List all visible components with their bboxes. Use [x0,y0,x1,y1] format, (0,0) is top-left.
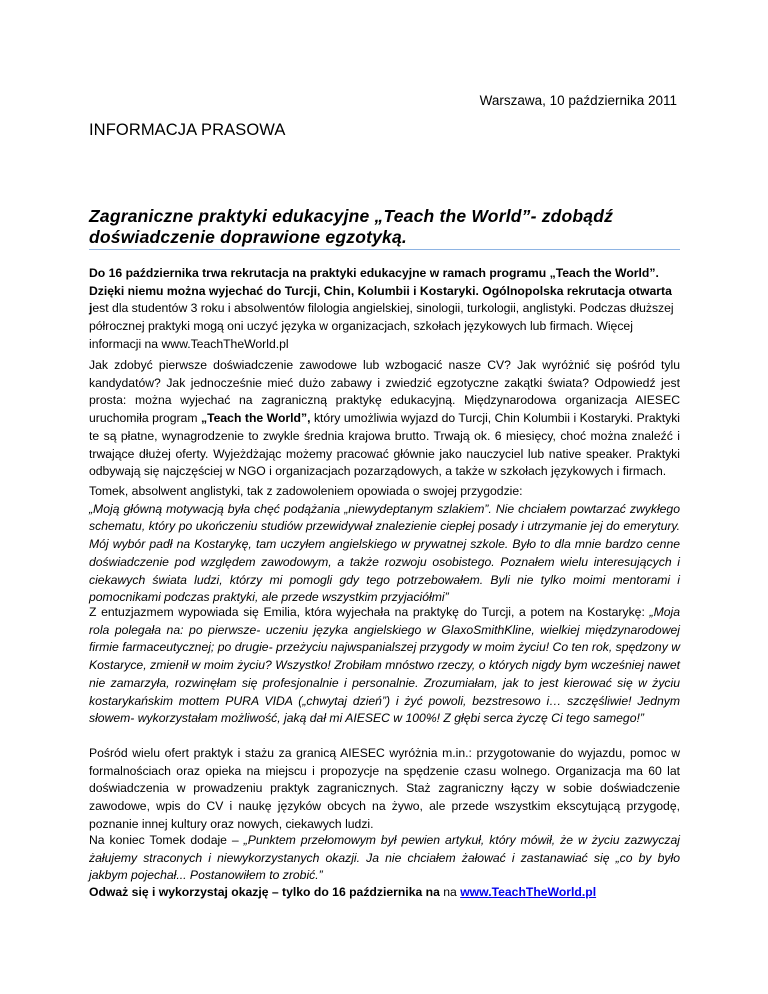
tomek-closing-quote: „Punktem przełomowym był pewien artykuł, który mówił, że w życiu zazwyczaj żałujemy straconych i niewykorzystanych okazji. Ja nie chciałem żałować i zastanawiać się „co by było jakbym pojechał... Postanowiłem to zrobić.” [89,833,680,883]
headline-line-1: Zagraniczne praktyki edukacyjne „Teach the World”- zdobądź [89,206,614,226]
tomek-closing-intro: Na koniec Tomek dodaje – [89,833,244,847]
body-paragraph-6 [89,832,680,885]
emilia-intro: Z entuzjazmem wypowiada się Emilia, która wyjechała na praktykę do Turcji, a potem na Kostarykę: [89,605,650,619]
body-paragraph-4 [89,604,680,728]
teachtheworld-link[interactable]: www.TeachTheWorld.pl [460,885,597,899]
program-name: „Teach the World”, [200,411,311,426]
tomek-quote: „Moją główną motywacją była chęć podążania „niewydeptanym szlakiem”. Nie chciałem powtarzać zwykłego schematu, który po ukończeniu studiów przewidywał znalezienie ciepłej posady i utrzymanie jej do emerytury. Mój wybór padł na Kostarykę, tam uczyłem angielskiego w prywatnej szkole. Było to dla mnie bardzo cenne doświadczenie pod względem zawodowym, a także rozwoju osobistego. Poznałem wielu interesujących i ciekawych świata ludzi, którzy mi pomogli gdy tego potrzebowałem. Byli nie tylko moimi mentorami i pomocnikami podczas praktyki, ale przede wszystkim przyjaciółmi” [89,501,680,605]
emilia-quote: „Moja rola polegała na: po pierwsze- uczeniu języka angielskiego w GlaxoSmithKline, wielkiej międzynarodowej firmie farmaceutycznej; po drugie- przeżyciu najwspanialszej przygody w moim życiu! Co ten rok, spędzony w Kostaryce, zmienił w moim życiu? Wszystko! Zrobiłam mnóstwo rzeczy, o których nigdy bym wcześniej nawet nie zamarzyła, rozwinęłam się profesjonalnie i personalnie. Zrozumiałam, jak to jest kierować się w życiu kostarykańskim mottem PURA VIDA („chwytaj dzień”) i żyć powoli, bezstresowo i… szczęśliwie! Jednym słowem- wykorzystałam możliwość, jaką dał mi AIESEC w 100%! Z głębi serca życzę Ci tego samego!” [89,605,680,726]
headline-line-2: doświadczenie doprawione egzotyką. [89,227,407,247]
lead-bold-text: Do 16 października trwa rekrutacja na praktyki edukacyjne w ramach programu „Teach the World”. Dzięki niemu można wyjechać do Turcji, Chin, Kolumbii i Kostaryki. Ogólnopolska rekrutacja otwarta j [89,266,672,316]
lead-paragraph [89,265,680,354]
closing-line [89,884,680,902]
headline-divider [89,249,680,250]
press-date: Warszawa, 10 października 2011 [479,93,677,108]
headline [89,206,680,248]
tomek-intro: Tomek, absolwent anglistyki, tak z zadowoleniem opowiada o swojej przygodzie: [89,484,523,498]
closing-na: na [443,885,461,899]
para2-text-c: który umożliwia wyjazd do Turcji, Chin Kolumbii i Kostaryki. Praktyki te są płatne, wynagrodzenie to zwykle średnia krajowa brutto. Trwają ok. 6 miesięcy, choć można znaleźć i trwające dłużej oferty. Wyjeżdżając możemy pracować głównie jako nauczyciel lub native speaker. Praktyki odbywają się najczęściej w NGO i organizacjach pozarządowych, a także w szkołach językowych i firmach. [89,411,680,479]
press-release-label: INFORMACJA PRASOWA [89,121,286,139]
body-paragraph-3 [89,483,680,607]
body-paragraph-5: Pośród wielu ofert praktyk i stażu za granicą AIESEC wyróżnia m.in.: przygotowanie do wyjazdu, pomoc w formalnościach oraz opieka na miejscu i propozycje na spędzenie czasu wolnego. Organizacja ma 60 lat doświadczenia w prowadzeniu praktyk zagranicznych. Staż zagraniczny łączy w sobie doświadczenie zawodowe, wpis do CV i naukę języków obcych na żywo, ale przede wszystkim ekscytującą przygodę, poznanie innej kultury oraz nowych, ciekawych ludzi. [89,746,680,831]
closing-text: Odważ się i wykorzystaj okazję – tylko do 16 października na [89,885,444,899]
lead-regular-text: est dla studentów 3 roku i absolwentów filologia angielskiej, sinologii, turkologii, anglistyki. Podczas dłuższej półrocznej praktyki mogą oni uczyć języka w organizacjach, szkołach językowych lub firmach. Więcej informacji na www.TeachTheWorld.pl [89,301,674,351]
para2-text-a: Jak zdobyć pierwsze doświadczenie zawodowe lub wzbogacić nasze CV? Jak wyróżnić się pośród tylu kandydatów? Jak jednocześnie mieć dużo zabawy i zwiedzić egzotyczne zakątki świata? Odpowiedź jest prosta: można wyjechać na zagraniczną praktykę edukacyjną. Międzynarodowa organizacja AIESEC uruchomiła program [89,358,680,426]
body-paragraph-2 [89,357,680,481]
